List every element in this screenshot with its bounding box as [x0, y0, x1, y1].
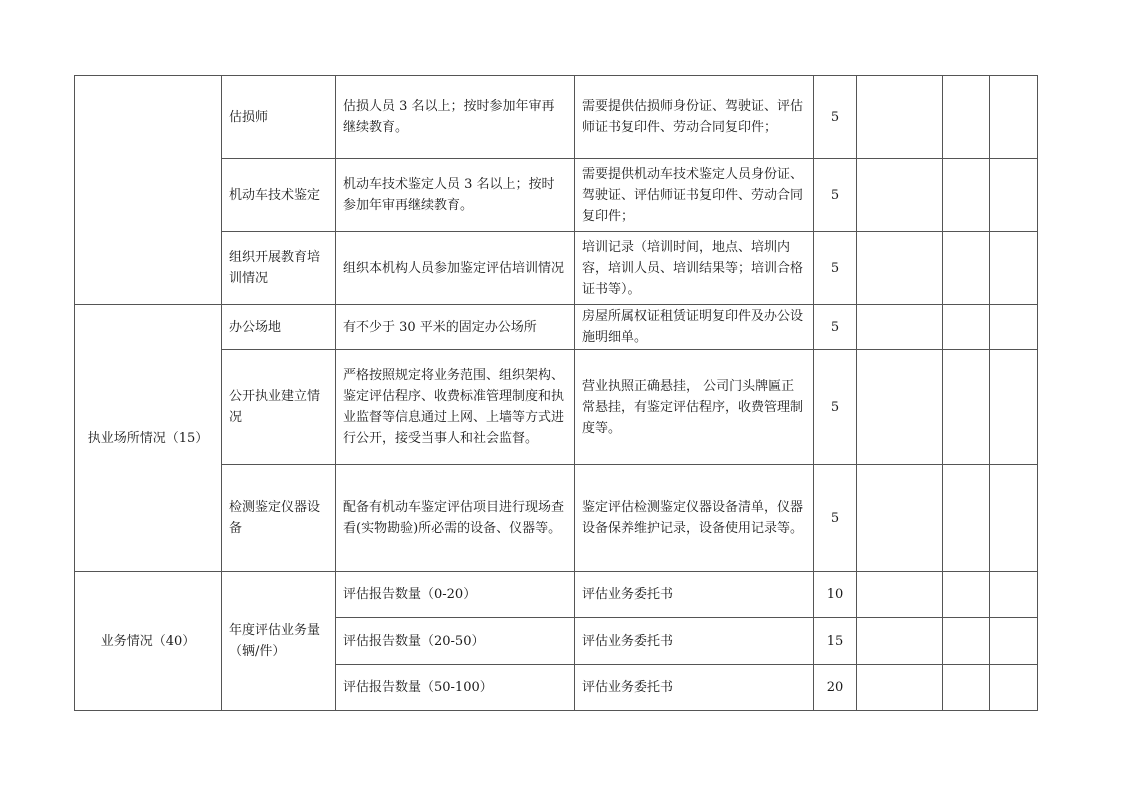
- requirement-cell: 严格按照规定将业务范围、组织架构、鉴定评估程序、收费标准管理制度和执业监督等信息通过上网、上墙等方式进行公开，接受当事人和社会监督。: [336, 350, 575, 465]
- score-cell: 15: [814, 618, 857, 665]
- requirement-cell: 估损人员 3 名以上；按时参加年审再继续教育。: [336, 76, 575, 159]
- category-cell: 执业场所情况（15）: [75, 305, 222, 572]
- score-cell: 5: [814, 232, 857, 305]
- blank-cell: [990, 76, 1038, 159]
- blank-cell: [857, 76, 943, 159]
- blank-cell: [943, 76, 990, 159]
- score-cell: 5: [814, 350, 857, 465]
- requirement-cell: 组织本机构人员参加鉴定评估培训情况: [336, 232, 575, 305]
- blank-cell: [990, 232, 1038, 305]
- table-row: [75, 572, 1038, 618]
- item-cell: 办公场地: [222, 305, 336, 350]
- blank-cell: [857, 665, 943, 711]
- requirement-cell: 有不少于 30 平米的固定办公场所: [336, 305, 575, 350]
- blank-cell: [857, 465, 943, 572]
- category-cell: [75, 76, 222, 305]
- category-cell: 业务情况（40）: [75, 572, 222, 711]
- table-row: [75, 305, 1038, 350]
- requirement-cell: 机动车技术鉴定人员 3 名以上；按时参加年审再继续教育。: [336, 159, 575, 232]
- requirement-cell: 评估报告数量（20-50）: [336, 618, 575, 665]
- requirement-cell: 评估报告数量（0-20）: [336, 572, 575, 618]
- score-cell: 20: [814, 665, 857, 711]
- evidence-cell: 需要提供估损师身份证、驾驶证、评估师证书复印件、劳动合同复印件；: [575, 76, 814, 159]
- blank-cell: [857, 232, 943, 305]
- requirement-cell: 评估报告数量（50-100）: [336, 665, 575, 711]
- item-cell: 机动车技术鉴定: [222, 159, 336, 232]
- blank-cell: [857, 572, 943, 618]
- blank-cell: [990, 159, 1038, 232]
- blank-cell: [943, 665, 990, 711]
- blank-cell: [857, 305, 943, 350]
- score-cell: 5: [814, 159, 857, 232]
- blank-cell: [857, 618, 943, 665]
- blank-cell: [990, 572, 1038, 618]
- score-cell: 10: [814, 572, 857, 618]
- item-cell: 估损师: [222, 76, 336, 159]
- evidence-cell: 评估业务委托书: [575, 572, 814, 618]
- evidence-cell: 评估业务委托书: [575, 665, 814, 711]
- blank-cell: [990, 465, 1038, 572]
- blank-cell: [857, 350, 943, 465]
- item-cell: 检测鉴定仪器设备: [222, 465, 336, 572]
- blank-cell: [990, 618, 1038, 665]
- score-cell: 5: [814, 305, 857, 350]
- item-cell: 年度评估业务量（辆/件）: [222, 572, 336, 711]
- blank-cell: [990, 665, 1038, 711]
- evidence-cell: 需要提供机动车技术鉴定人员身份证、驾驶证、评估师证书复印件、劳动合同复印件；: [575, 159, 814, 232]
- blank-cell: [943, 350, 990, 465]
- requirement-cell: 配备有机动车鉴定评估项目进行现场查看(实物勘验)所必需的设备、仪器等。: [336, 465, 575, 572]
- blank-cell: [943, 159, 990, 232]
- score-cell: 5: [814, 465, 857, 572]
- blank-cell: [943, 305, 990, 350]
- table-row: [75, 76, 1038, 159]
- evidence-cell: 房屋所属权证租赁证明复印件及办公设施明细单。: [575, 305, 814, 350]
- blank-cell: [857, 159, 943, 232]
- item-cell: 公开执业建立情况: [222, 350, 336, 465]
- blank-cell: [990, 350, 1038, 465]
- blank-cell: [943, 572, 990, 618]
- blank-cell: [990, 305, 1038, 350]
- score-cell: 5: [814, 76, 857, 159]
- evidence-cell: 营业执照正确悬挂， 公司门头牌匾正常悬挂，有鉴定评估程序，收费管理制度等。: [575, 350, 814, 465]
- blank-cell: [943, 232, 990, 305]
- evaluation-table: [74, 75, 1038, 711]
- evidence-cell: 评估业务委托书: [575, 618, 814, 665]
- evidence-cell: 培训记录（培训时间，地点、培圳内容，培训人员、培训结果等；培训合格证书等）。: [575, 232, 814, 305]
- blank-cell: [943, 465, 990, 572]
- blank-cell: [943, 618, 990, 665]
- evidence-cell: 鉴定评估检测鉴定仪器设备清单，仪器设备保养维护记录，设备使用记录等。: [575, 465, 814, 572]
- item-cell: 组织开展教育培训情况: [222, 232, 336, 305]
